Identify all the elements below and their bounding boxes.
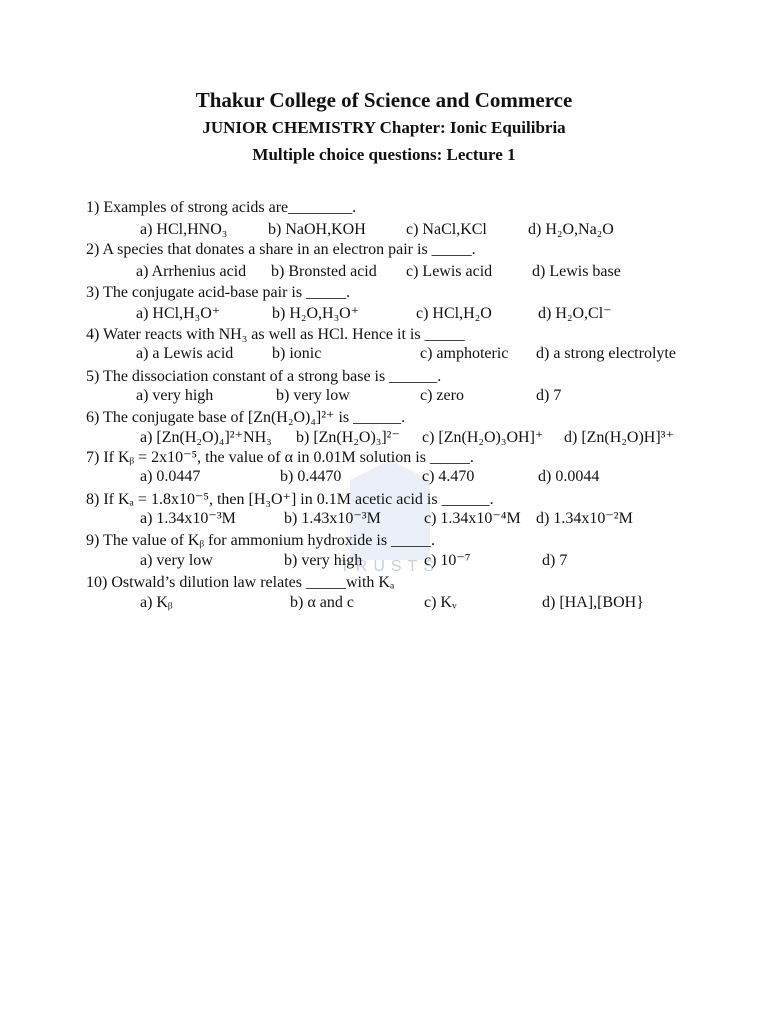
question-number: 9) — [86, 532, 100, 549]
college-title: Thakur College of Science and Commerce — [195, 88, 573, 112]
question-text: The conjugate base of [Zn(H₂O)₄]²⁺ is ______. — [103, 409, 406, 426]
option-a: a) HCl,HNO₃ — [140, 221, 228, 238]
option-a: a) a Lewis acid — [136, 345, 234, 362]
option-d: d) 0.0044 — [538, 468, 600, 485]
question-number: 4) — [86, 326, 100, 343]
option-a: a) Arrhenius acid — [136, 263, 247, 280]
question-number: 1) — [86, 199, 100, 216]
option-a: a) HCl,H₃O⁺ — [136, 305, 221, 322]
question-number: 2) — [86, 241, 100, 258]
option-b: b) 1.43x10⁻³M — [284, 510, 381, 527]
option-c: c) 10⁻⁷ — [424, 552, 471, 569]
option-d: d) Lewis base — [532, 263, 621, 280]
option-c: c) 1.34x10⁻⁴M — [424, 510, 521, 527]
question-10 — [86, 573, 394, 593]
question-text: Examples of strong acids are________. — [103, 199, 357, 216]
option-d: d) H₂O,Cl⁻ — [538, 305, 612, 322]
question-1 — [86, 198, 356, 218]
option-a: a) 1.34x10⁻³M — [140, 510, 236, 527]
question-text: The value of Kᵦ for ammonium hydroxide is _____. — [103, 532, 436, 549]
option-c: c) amphoteric — [420, 345, 509, 362]
question-6 — [86, 408, 405, 428]
option-c: c) [Zn(H₂O)₃OH]⁺ — [422, 429, 544, 446]
option-b: b) NaOH,KOH — [268, 221, 366, 238]
option-a: a) very low — [140, 552, 213, 569]
option-b: b) very low — [276, 387, 350, 404]
option-b: b) α and c — [290, 594, 354, 611]
question-number: 10) — [86, 574, 108, 591]
option-b: b) Bronsted acid — [271, 263, 377, 280]
option-a: a) very high — [136, 387, 214, 404]
lecture-title: Multiple choice questions: Lecture 1 — [252, 145, 516, 164]
question-text: Ostwald’s dilution law relates _____with Kₐ — [111, 574, 395, 591]
subject-chapter: JUNIOR CHEMISTRY Chapter: Ionic Equilibria — [202, 118, 566, 137]
option-a: a) 0.0447 — [140, 468, 201, 485]
option-d: d) [Zn(H₂O)H]³⁺ — [564, 429, 674, 446]
option-b: b) H₂O,H₃O⁺ — [272, 305, 360, 322]
option-c: c) 4.470 — [422, 468, 475, 485]
document-header — [0, 86, 768, 169]
question-number: 7) — [86, 449, 100, 466]
question-number: 5) — [86, 368, 100, 385]
option-c: c) HCl,H₂O — [416, 305, 492, 322]
question-2 — [86, 240, 476, 260]
watermark-text: TRUSTS — [340, 558, 440, 575]
option-b: b) 0.4470 — [280, 468, 342, 485]
question-9 — [86, 531, 435, 551]
option-d: d) [HA],[BOH} — [542, 594, 644, 611]
option-d: d) 7 — [536, 387, 562, 404]
question-number: 8) — [86, 491, 100, 508]
question-text: The conjugate acid-base pair is _____. — [103, 284, 351, 301]
option-d: d) 1.34x10⁻²M — [536, 510, 633, 527]
option-d: d) 7 — [542, 552, 568, 569]
question-number: 3) — [86, 284, 100, 301]
question-number: 6) — [86, 409, 100, 426]
option-c: c) Lewis acid — [406, 263, 493, 280]
question-text: A species that donates a share in an electron pair is _____. — [102, 241, 476, 258]
question-3 — [86, 283, 350, 303]
option-c: c) NaCl,KCl — [406, 221, 487, 238]
question-text: If Kᵦ = 2x10⁻⁵, the value of α in 0.01M solution is _____. — [103, 449, 474, 466]
option-b: b) [Zn(H₂O)₃]²⁻ — [296, 429, 400, 446]
option-d: d) H₂O,Na₂O — [528, 221, 614, 238]
option-b: b) very high — [284, 552, 363, 569]
option-a: a) [Zn(H₂O)₄]²⁺NH₃ — [140, 429, 272, 446]
option-a: a) Kᵦ — [140, 594, 173, 611]
option-d: d) a strong electrolyte — [536, 345, 676, 362]
question-8 — [86, 490, 494, 510]
question-7 — [86, 448, 474, 468]
option-c: c) zero — [420, 387, 464, 404]
question-5 — [86, 367, 441, 387]
question-4 — [86, 325, 465, 345]
question-text: Water reacts with NH₃ as well as HCl. Hence it is _____ — [103, 326, 465, 343]
question-text: If Kₐ = 1.8x10⁻⁵, then [H₃O⁺] in 0.1M acetic acid is ______. — [103, 491, 494, 508]
question-text: The dissociation constant of a strong base is ______. — [103, 368, 442, 385]
option-c: c) Kᵥ — [424, 594, 457, 611]
option-b: b) ionic — [272, 345, 322, 362]
